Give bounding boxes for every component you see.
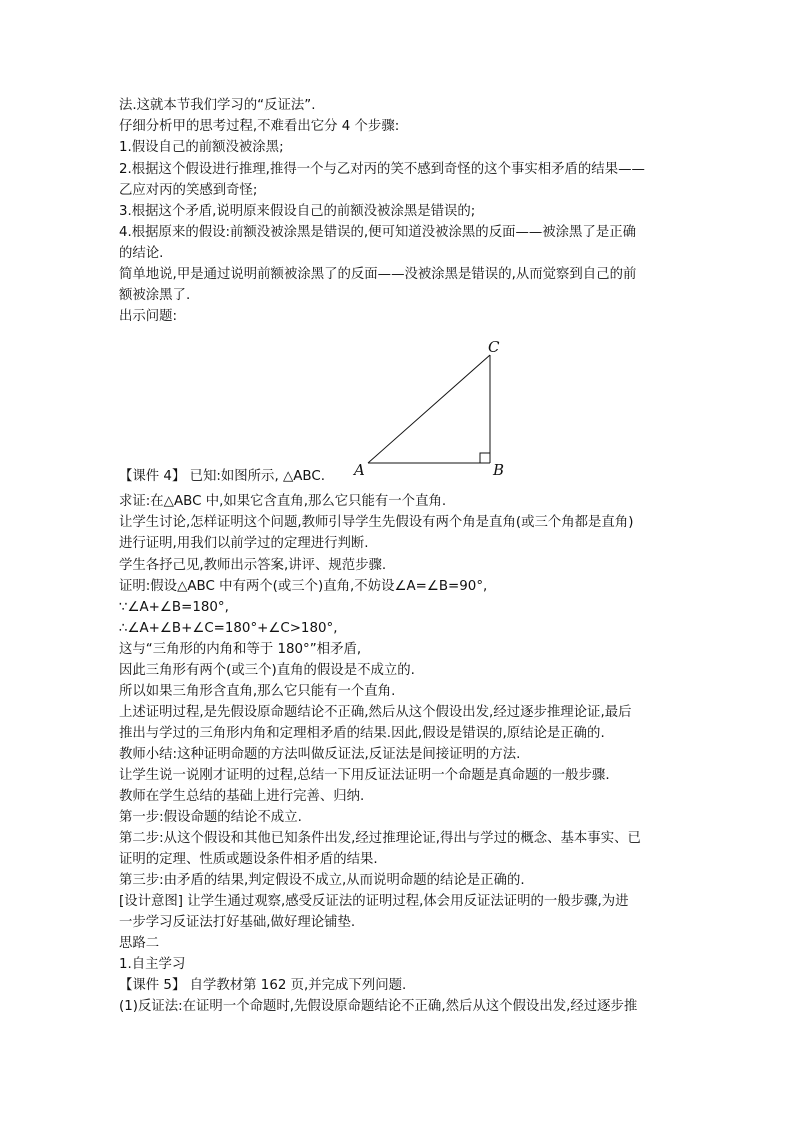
- text-line: 2.根据这个假设进行推理,推得一个与乙对丙的笑不感到奇怪的这个事实相矛盾的结果——: [119, 162, 645, 177]
- text-line: 法.这就本节我们学习的“反证法”.: [119, 98, 316, 113]
- text-line: 3.根据这个矛盾,说明原来假设自己的前额没被涂黑是错误的;: [119, 204, 476, 219]
- text-line: 证明:假设△ABC 中有两个(或三个)直角,不妨设∠A=∠B=90°,: [119, 579, 488, 594]
- text-line: 仔细分析甲的思考过程,不难看出它分 4 个步骤:: [119, 119, 400, 134]
- text-line: 简单地说,甲是通过说明前额被涂黑了的反面——没被涂黑是错误的,从而觉察到自己的前: [119, 267, 637, 282]
- text-line: 教师小结:这种证明命题的方法叫做反证法,反证法是间接证明的方法.: [119, 747, 521, 762]
- text-line: 学生各抒己见,教师出示答案,讲评、规范步骤.: [119, 558, 387, 573]
- right-triangle-figure: [350, 335, 520, 480]
- vertex-b-label: B: [493, 461, 505, 479]
- text-line: [设计意图] 让学生通过观察,感受反证法的证明过程,体会用反证法证明的一般步骤,为进: [119, 894, 629, 909]
- right-angle-mark: [480, 453, 490, 463]
- vertex-c-label: C: [488, 338, 500, 356]
- text-line: 1.自主学习: [119, 957, 186, 972]
- text-line: 求证:在△ABC 中,如果它含直角,那么它只能有一个直角.: [119, 494, 447, 509]
- text-line: 一步学习反证法打好基础,做好理论铺垫.: [119, 915, 356, 930]
- text-line: 证明的定理、性质或题设条件相矛盾的结果.: [119, 852, 378, 867]
- text-line: 乙应对丙的笑感到奇怪;: [119, 183, 258, 198]
- text-line: 额被涂黑了.: [119, 288, 191, 303]
- vertex-a-label: A: [354, 461, 365, 479]
- text-line: ∴∠A+∠B+∠C=180°+∠C>180°,: [119, 621, 338, 636]
- text-line: 4.根据原来的假设:前额没被涂黑是错误的,便可知道没被涂黑的反面——被涂黑了是正确: [119, 225, 636, 240]
- text-line: 让学生说一说刚才证明的过程,总结一下用反证法证明一个命题是真命题的一般步骤.: [119, 768, 610, 783]
- text-line: 第一步:假设命题的结论不成立.: [119, 810, 302, 825]
- section-heading: 思路二: [119, 936, 160, 951]
- text-line: 第二步:从这个假设和其他已知条件出发,经过推理论证,得出与学过的概念、基本事实、已: [119, 831, 641, 846]
- text-line: 进行证明,用我们以前学过的定理进行判断.: [119, 536, 369, 551]
- text-line: 出示问题:: [119, 309, 178, 324]
- text-line: 这与“三角形的内角和等于 180°”相矛盾,: [119, 642, 362, 657]
- text-line: 教师在学生总结的基础上进行完善、归纳.: [119, 789, 365, 804]
- text-line: 推出与学过的三角形内角和定理相矛盾的结果.因此,假设是错误的,原结论是正确的.: [119, 726, 605, 741]
- text-line: 【课件 4】 已知:如图所示, △ABC.: [119, 469, 325, 484]
- text-line: 的结论.: [119, 246, 164, 261]
- text-line: 上述证明过程,是先假设原命题结论不正确,然后从这个假设出发,经过逐步推理论证,最后: [119, 705, 632, 720]
- text-line: 因此三角形有两个(或三个)直角的假设是不成立的.: [119, 663, 415, 678]
- text-line: 1.假设自己的前额没被涂黑;: [119, 140, 284, 155]
- text-line: ∵∠A+∠B=180°,: [119, 600, 229, 615]
- text-line: 【课件 5】 自学教材第 162 页,并完成下列问题.: [119, 978, 407, 993]
- text-line: 第三步:由矛盾的结果,判定假设不成立,从而说明命题的结论是正确的.: [119, 873, 525, 888]
- text-line: (1)反证法:在证明一个命题时,先假设原命题结论不正确,然后从这个假设出发,经过逐步推: [119, 999, 638, 1014]
- text-line: 让学生讨论,怎样证明这个问题,教师引导学生先假设有两个角是直角(或三个角都是直角): [119, 515, 634, 530]
- text-line: 所以如果三角形含直角,那么它只能有一个直角.: [119, 684, 396, 699]
